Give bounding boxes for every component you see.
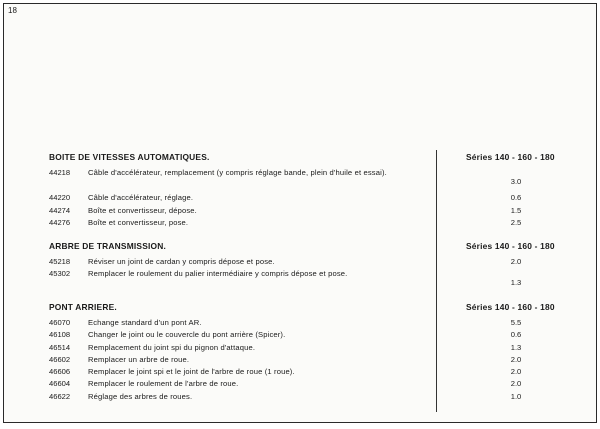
operation-description: Remplacer un arbre de roue. (88, 354, 190, 364)
operation-row (4, 330, 598, 342)
operation-row (4, 318, 598, 330)
operation-list (4, 318, 598, 404)
operation-row (4, 193, 598, 206)
operation-time: 0.6 (510, 330, 522, 340)
operation-time: 2.0 (510, 354, 522, 364)
operation-code: 44276 (49, 218, 71, 227)
series-label: Séries 140 - 160 - 180 (466, 302, 555, 312)
operation-code: 46070 (49, 318, 71, 327)
operation-time: 2.5 (510, 218, 522, 227)
operation-description: Réviser un joint de cardan y compris dépose et pose. (88, 257, 275, 266)
document-page (3, 3, 597, 423)
operation-row (4, 367, 598, 379)
operation-row (4, 168, 598, 193)
operation-row (4, 343, 598, 355)
operation-code: 46602 (49, 354, 71, 364)
operation-description: Remplacer le roulement du palier intermédiaire y compris dépose et pose. (88, 269, 348, 278)
page-number: 18 (8, 6, 17, 15)
operation-code: 46108 (49, 330, 71, 340)
operation-description: Remplacer le roulement de l'arbre de roue. (88, 379, 239, 389)
operation-description: Câble d'accélérateur, réglage. (88, 193, 194, 202)
operation-row (4, 218, 598, 231)
operation-code: 44220 (49, 193, 71, 202)
operation-row (4, 269, 598, 291)
operation-description: Changer le joint ou le couvercle du pont arrière (Spicer). (88, 330, 286, 340)
operation-time: 2.0 (510, 379, 522, 389)
series-label: Séries 140 - 160 - 180 (466, 152, 555, 162)
operation-row (4, 392, 598, 404)
operation-time: 2.0 (510, 367, 522, 377)
operation-code: 45218 (49, 257, 71, 266)
operation-code: 46514 (49, 342, 71, 352)
operation-code: 46606 (49, 367, 71, 377)
operation-time: 3.0 (510, 177, 522, 186)
operation-list (4, 168, 598, 231)
operation-description: Réglage des arbres de roues. (88, 391, 193, 401)
operation-time: 1.0 (510, 391, 522, 401)
operation-description: Boîte et convertisseur, pose. (88, 218, 189, 227)
operation-list (4, 257, 598, 291)
section-title: BOITE DE VITESSES AUTOMATIQUES. (49, 152, 210, 162)
operation-code: 46622 (49, 391, 71, 401)
operation-time: 2.0 (510, 257, 522, 266)
operation-code: 46604 (49, 379, 71, 389)
operation-description: Echange standard d'un pont AR. (88, 318, 202, 327)
series-label: Séries 140 - 160 - 180 (466, 241, 555, 251)
operation-time: 0.6 (510, 193, 522, 202)
operation-row (4, 257, 598, 269)
operation-code: 44218 (49, 168, 71, 177)
operation-description: Boîte et convertisseur, dépose. (88, 205, 197, 215)
operation-row (4, 206, 598, 219)
operation-description: Câble d'accélérateur, remplacement (y compris réglage bande, plein d'huile et essai). (88, 168, 387, 177)
operation-time: 1.3 (510, 278, 522, 287)
operation-description: Remplacer le joint spi et le joint de l'arbre de roue (1 roue). (88, 367, 295, 377)
operation-code: 45302 (49, 269, 71, 278)
operation-row (4, 379, 598, 391)
operation-time: 1.3 (510, 342, 522, 352)
section-title: ARBRE DE TRANSMISSION. (49, 241, 167, 251)
operation-time: 1.5 (510, 205, 522, 215)
section-title: PONT ARRIERE. (49, 302, 117, 312)
operation-description: Remplacement du joint spi du pignon d'attaque. (88, 342, 256, 352)
operation-row (4, 355, 598, 367)
operation-code: 44274 (49, 205, 71, 215)
operation-time: 5.5 (510, 318, 522, 327)
